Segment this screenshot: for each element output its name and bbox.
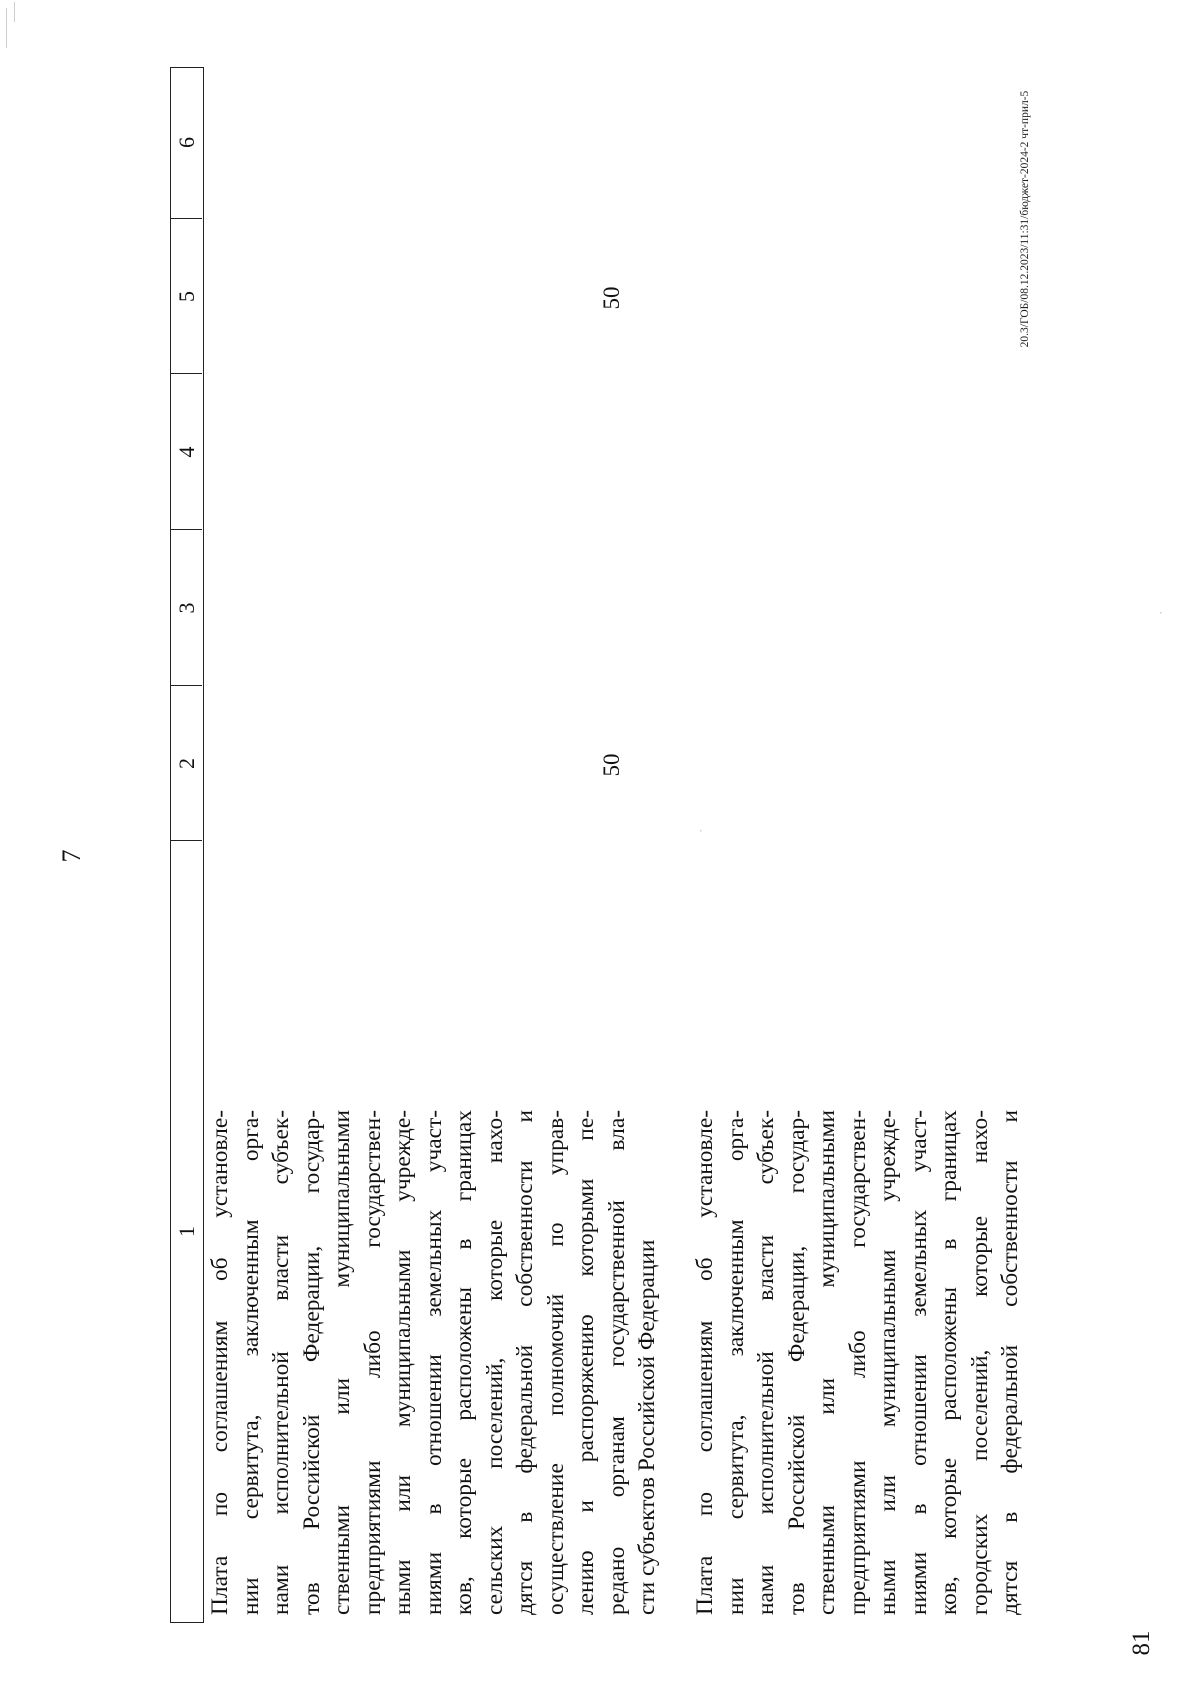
text-line: городских поселений, которые нахо- [966, 1110, 993, 1615]
table-row-2-description [690, 1110, 1026, 1615]
text-line: осуществление полномочий по управ- [542, 1110, 569, 1615]
text-line: ственными или муниципальными [814, 1110, 840, 1615]
text-line: предприятиями либо государствен- [844, 1110, 871, 1615]
text-line: нии сервитута, заключенным орга- [722, 1110, 749, 1615]
text-line: сельских поселений, которые нахо- [481, 1110, 508, 1615]
text-line: сти субъектов Российской Федерации [634, 1239, 660, 1615]
text-line: нии сервитута, заключенным орга- [237, 1110, 264, 1615]
text-line: предприятиями либо государствен- [359, 1110, 386, 1615]
header-col-2: 2 [174, 758, 199, 769]
text-line: дятся в федеральной собственности и [512, 1110, 538, 1615]
header-col-1: 1 [174, 1226, 199, 1237]
header-col-3: 3 [174, 602, 199, 614]
text-line: ниями в отношении земельных участ- [905, 1110, 932, 1615]
header-col-6: 6 [174, 137, 199, 148]
text-line: тов Российской Федерации, государ- [783, 1110, 810, 1615]
page-number: 7 [57, 849, 86, 863]
text-line: дятся в федеральной собственности и [997, 1110, 1023, 1615]
document-reference: 20.3/ГОБ/08.12.2023/11:31/бюджет-2024-2 чт-прил-5 [1019, 90, 1031, 348]
text-line: нами исполнительной власти субъек- [268, 1110, 294, 1615]
text-line: ными или муниципальными учрежде- [875, 1110, 901, 1615]
text-line: ниями в отношении земельных участ- [420, 1110, 447, 1615]
text-line: лению и распоряжению которыми пе- [573, 1110, 599, 1615]
text-line: нами исполнительной власти субъек- [753, 1110, 779, 1615]
header-col-4: 4 [174, 446, 199, 458]
table-row-1-description [205, 1110, 663, 1615]
header-col-5: 5 [174, 291, 199, 302]
text-line: ков, которые расположены в границах [451, 1110, 477, 1615]
text-line: редано органам государственной вла- [603, 1110, 630, 1615]
row-1-col-2-value: 50 [599, 753, 624, 777]
budget-table [170, 67, 1070, 1623]
text-line: тов Российской Федерации, государ- [298, 1110, 325, 1615]
text-line: Плата по соглашениям об установле- [692, 1110, 718, 1615]
row-1-col-5-value: 50 [599, 286, 624, 310]
text-line: Плата по соглашениям об установле- [207, 1110, 233, 1615]
text-line: ственными или муниципальными [329, 1110, 355, 1615]
text-line: ными или муниципальными учрежде- [390, 1110, 416, 1615]
sheet-number: 81 [1128, 1630, 1155, 1656]
text-line: ков, которые расположены в границах [936, 1110, 962, 1615]
table-header-row [170, 67, 204, 1623]
